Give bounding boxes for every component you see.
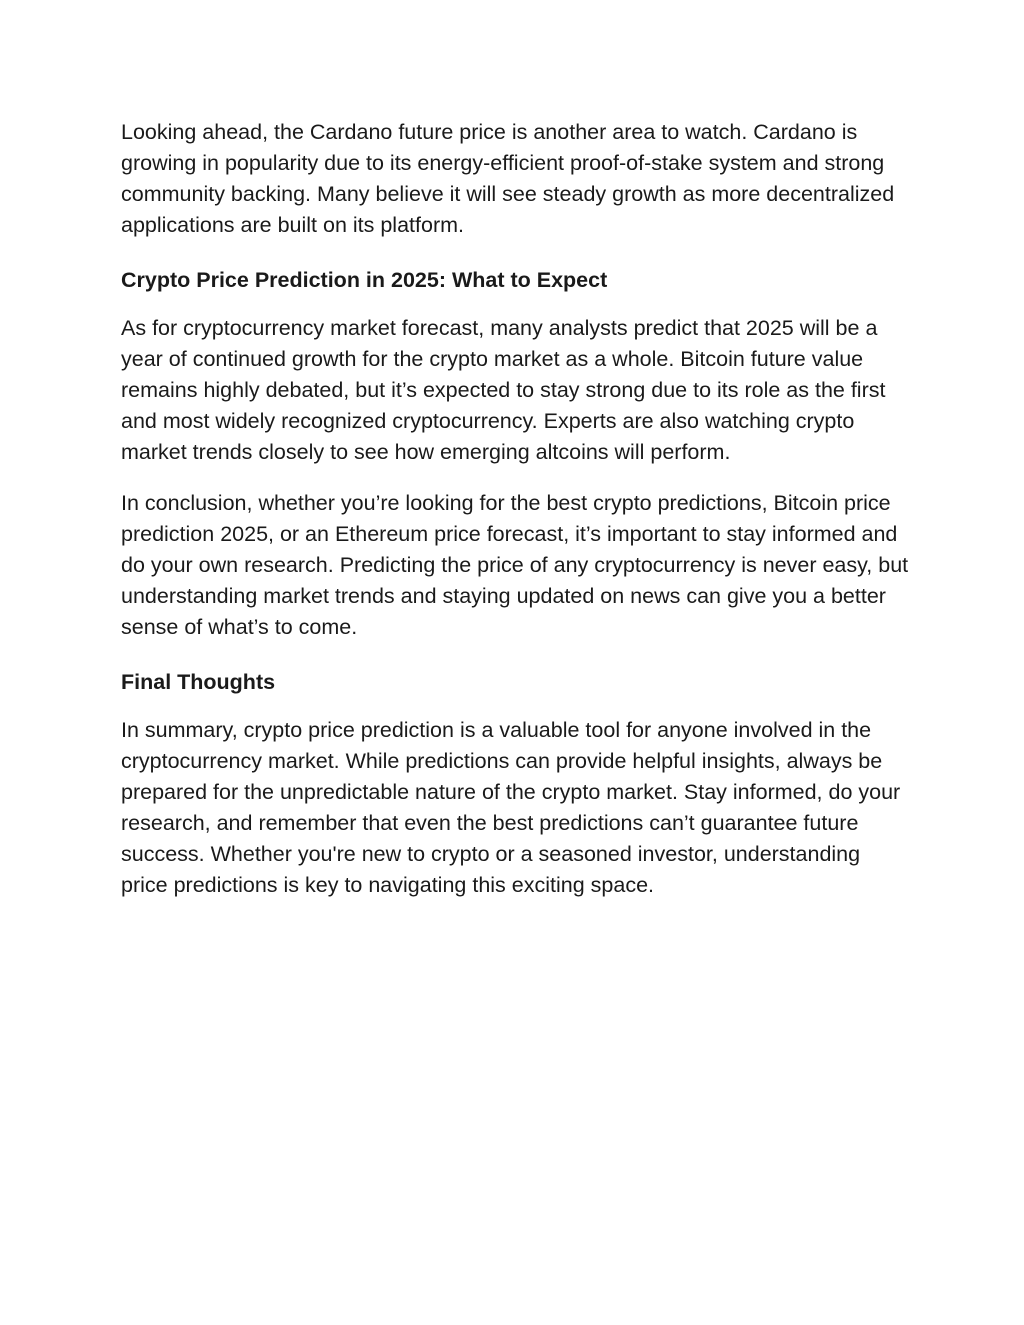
section-heading-2025-prediction: Crypto Price Prediction in 2025: What to Expect (121, 268, 608, 292)
section-heading-final-thoughts: Final Thoughts (121, 670, 276, 694)
paragraph-summary: In summary, crypto price prediction is a valuable tool for anyone involved in the cryptocurrency market. While predictions can provide helpful insights, always be prepared for the unpredictable nature of the crypto market. Stay informed, do your research, and remember that even the best predictions can’t guarantee future success. Whether you're new to crypto or a seasoned investor, understanding price predictions is key to navigating this exciting space. (121, 718, 901, 897)
document-page (121, 117, 911, 901)
paragraph-conclusion: In conclusion, whether you’re looking for the best crypto predictions, Bitcoin price prediction 2025, or an Ethereum price forecast, it’s important to stay informed and do your own research. Predicting the price of any cryptocurrency is never easy, but understanding market trends and staying updated on news can give you a better sense of what’s to come. (121, 491, 909, 639)
spacer (121, 698, 911, 715)
spacer (121, 643, 911, 667)
paragraph-cardano-outlook: Looking ahead, the Cardano future price is another area to watch. Cardano is growing in popularity due to its energy-efficient proof-of-stake system and strong community backing. Many believe it will see steady growth as more decentralized applications are built on its platform. (121, 120, 895, 237)
spacer (121, 241, 911, 265)
spacer (121, 296, 911, 313)
paragraph-market-forecast: As for cryptocurrency market forecast, many analysts predict that 2025 will be a year of continued growth for the crypto market as a whole. Bitcoin future value remains highly debated, but it’s expected to stay strong due to its role as the first and most widely recognized cryptocurrency. Experts are also watching crypto market trends closely to see how emerging altcoins will perform. (121, 316, 886, 464)
spacer (121, 468, 911, 488)
